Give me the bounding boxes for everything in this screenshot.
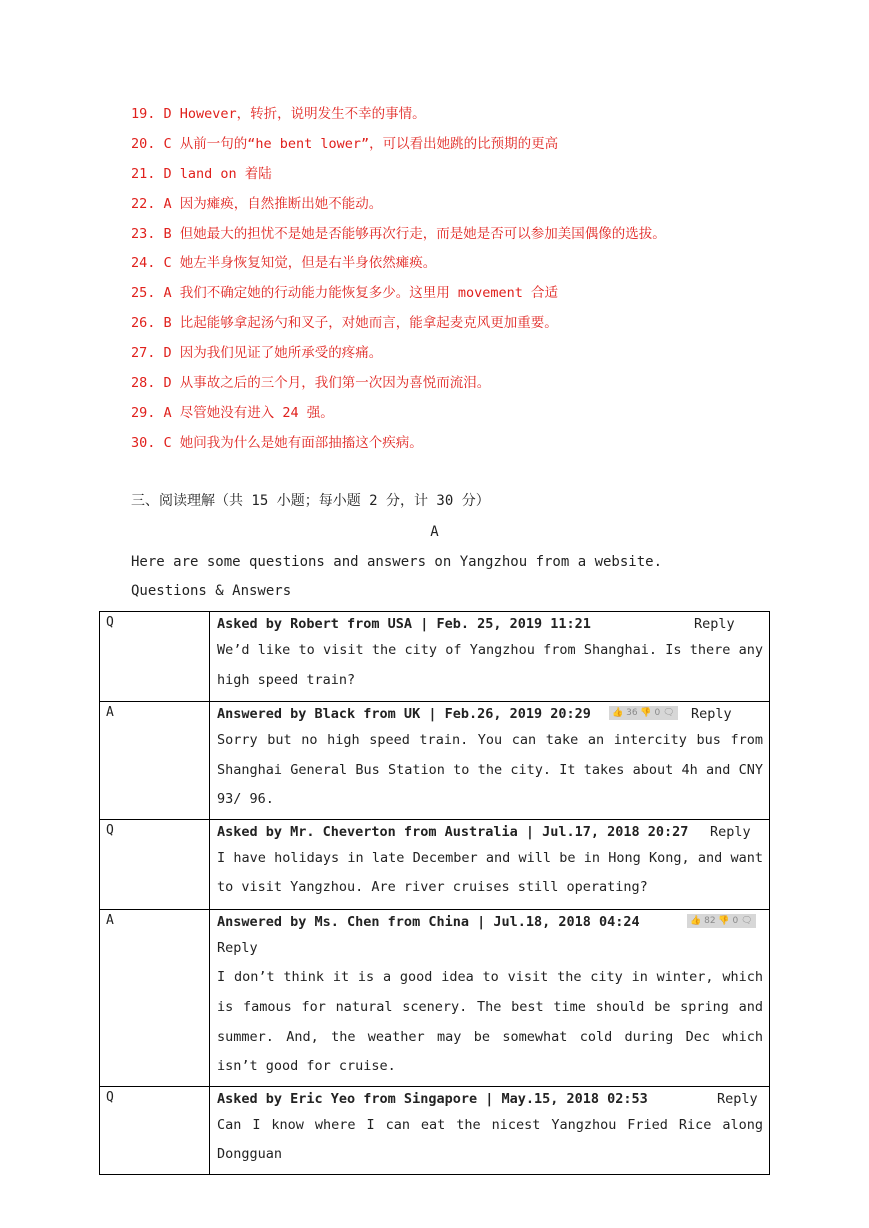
answer-item: 23. B 但她最大的担忧不是她是否能够再次行走，而是她是否可以参加美国偶像的选拔。 xyxy=(131,225,666,242)
post-text: I don’t think it is a good idea to visit the city in winter, which is famous for natural scenery. The best time should be spring and summer. And, the weather may be somewhat cold during Dec which isn’t good for cruise. xyxy=(217,969,763,1075)
post-text: Can I know where I can eat the nicest Yangzhou Fried Rice along Dongguan xyxy=(217,1116,763,1163)
reply-link[interactable]: Reply xyxy=(710,823,751,840)
answer-item: 19. D However，转折，说明发生不幸的事情。 xyxy=(131,106,426,122)
row-content xyxy=(210,702,770,820)
vote-widget[interactable] xyxy=(609,706,678,720)
answer-item: 25. A 我们不确定她的行动能力能恢复多少。这里用 movement 合适 xyxy=(131,285,559,302)
comment-icon[interactable]: 🗨 xyxy=(663,708,675,718)
post-text: Sorry but no high speed train. You can take an intercity bus from Shanghai General Bus Station to the city. It takes about 4h and CNY 93/ 96. xyxy=(217,732,763,808)
vote-widget[interactable] xyxy=(687,914,756,928)
table-row xyxy=(100,1086,770,1174)
answer-item: 26. B 比起能够拿起汤勺和叉子，对她而言，能拿起麦克风更加重要。 xyxy=(131,315,558,332)
dislike-count: 0 xyxy=(654,708,661,718)
answer-item: 30. C 她问我为什么是她有面部抽搐这个疾病。 xyxy=(131,434,423,451)
table-row xyxy=(100,819,770,909)
reply-link[interactable]: Reply xyxy=(694,616,735,632)
row-type: A xyxy=(100,909,210,1086)
answer-key-list xyxy=(131,100,831,459)
answer-item: 27. D 因为我们见证了她所承受的疼痛。 xyxy=(131,345,383,362)
dislike-count: 0 xyxy=(732,915,739,926)
post-meta: Asked by Eric Yeo from Singapore | May.15, 2018 02:53 xyxy=(217,1090,648,1107)
passage-intro: Here are some questions and answers on Yangzhou from a website. xyxy=(131,554,663,570)
row-type: Q xyxy=(100,1086,210,1174)
post-meta: Asked by Mr. Cheverton from Australia | Jul.17, 2018 20:27 xyxy=(217,823,689,840)
post-text: We’d like to visit the city of Yangzhou from Shanghai. Is there any high speed train? xyxy=(217,642,763,688)
row-content xyxy=(210,909,770,1086)
qa-table xyxy=(99,611,770,1175)
answer-item: 20. C 从前一句的“he bent lower”，可以看出她跳的比预期的更高 xyxy=(131,135,559,152)
row-type: Q xyxy=(100,612,210,702)
reply-link[interactable]: Reply xyxy=(217,939,258,956)
reply-link[interactable]: Reply xyxy=(691,706,732,722)
qa-heading: Questions & Answers xyxy=(131,583,292,599)
post-meta: Answered by Black from UK | Feb.26, 2019 20:29 xyxy=(217,706,591,722)
row-content xyxy=(210,819,770,909)
thumbs-up-icon[interactable]: 👍 xyxy=(612,708,624,718)
post-meta: Answered by Ms. Chen from China | Jul.18, 2018 04:24 xyxy=(217,913,640,930)
answer-item: 28. D 从事故之后的三个月，我们第一次因为喜悦而流泪。 xyxy=(131,375,491,392)
like-count: 82 xyxy=(704,915,716,926)
row-type: A xyxy=(100,702,210,820)
post-meta: Asked by Robert from USA | Feb. 25, 2019 11:21 xyxy=(217,616,591,632)
answer-item: 21. D land on 着陆 xyxy=(131,165,272,182)
thumbs-up-icon[interactable]: 👍 xyxy=(690,915,702,926)
post-text: I have holidays in late December and will be in Hong Kong, and want to visit Yangzhou. Are river cruises still operating? xyxy=(217,849,763,896)
answer-item: 29. A 尽管她没有进入 24 强。 xyxy=(131,404,334,421)
row-type: Q xyxy=(100,819,210,909)
comment-icon[interactable]: 🗨 xyxy=(741,915,753,926)
row-content xyxy=(210,612,770,702)
table-row xyxy=(100,702,770,820)
reply-link[interactable]: Reply xyxy=(717,1090,758,1107)
like-count: 36 xyxy=(626,708,638,718)
answer-item: 24. C 她左半身恢复知觉，但是右半身依然瘫痪。 xyxy=(131,255,437,272)
answer-item: 22. A 因为瘫痪，自然推断出她不能动。 xyxy=(131,195,383,212)
table-row xyxy=(100,909,770,1086)
thumbs-down-icon[interactable]: 👎 xyxy=(718,915,730,926)
thumbs-down-icon[interactable]: 👎 xyxy=(640,708,652,718)
table-row xyxy=(100,612,770,702)
row-content xyxy=(210,1086,770,1174)
part-label: A xyxy=(430,524,439,540)
section-title: 三、阅读理解（共 15 小题；每小题 2 分，计 30 分） xyxy=(131,493,490,509)
